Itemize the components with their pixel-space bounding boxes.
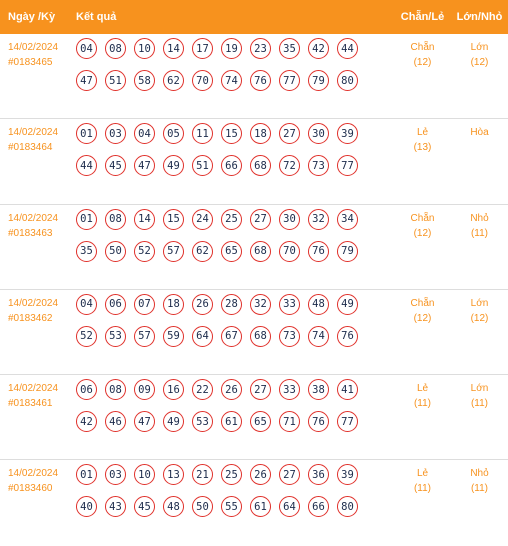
- number-ball: 10: [134, 464, 155, 485]
- number-ball: 80: [337, 70, 358, 91]
- chanle-cell: [394, 34, 451, 118]
- result-cell: [72, 34, 394, 118]
- draw-period[interactable]: #0183462: [8, 312, 53, 324]
- number-ball: 15: [163, 209, 184, 230]
- number-ball: 22: [192, 379, 213, 400]
- number-ball: 10: [134, 38, 155, 59]
- number-ball: 61: [250, 496, 271, 517]
- number-ball: 47: [76, 70, 97, 91]
- number-ball: 26: [221, 379, 242, 400]
- number-ball: 15: [221, 123, 242, 144]
- lonnho-result: Lớn: [470, 383, 489, 395]
- draw-period[interactable]: #0183460: [8, 483, 53, 495]
- lonnho-cell: [451, 119, 508, 203]
- ball-list: [76, 38, 376, 102]
- number-ball: 16: [163, 379, 184, 400]
- number-ball: 70: [279, 241, 300, 262]
- number-ball: 57: [163, 241, 184, 262]
- number-ball: 79: [337, 241, 358, 262]
- table-row: [0, 34, 508, 119]
- lonnho-cell: [451, 290, 508, 374]
- ball-list: [76, 294, 376, 358]
- number-ball: 34: [337, 209, 358, 230]
- ball-list: [76, 379, 376, 443]
- number-ball: 07: [134, 294, 155, 315]
- number-ball: 04: [76, 38, 97, 59]
- chanle-count: (12): [413, 312, 432, 324]
- chanle-result: Chẵn: [410, 42, 435, 53]
- ball-list: [76, 209, 376, 273]
- chanle-result: Lẻ: [416, 468, 429, 480]
- number-ball: 01: [76, 464, 97, 485]
- number-ball: 53: [105, 326, 126, 347]
- chanle-count: (11): [413, 483, 432, 495]
- number-ball: 49: [337, 294, 358, 315]
- draw-date: 14/02/2024: [8, 127, 59, 139]
- number-ball: 66: [221, 155, 242, 176]
- number-ball: 51: [105, 70, 126, 91]
- number-ball: 72: [279, 155, 300, 176]
- number-ball: 62: [192, 241, 213, 262]
- number-ball: 73: [308, 155, 329, 176]
- number-ball: 71: [279, 411, 300, 432]
- number-ball: 74: [308, 326, 329, 347]
- number-ball: 49: [163, 411, 184, 432]
- number-ball: 41: [337, 379, 358, 400]
- number-ball: 43: [105, 496, 126, 517]
- draw-date: 14/02/2024: [8, 212, 59, 224]
- chanle-result: Lẻ: [416, 127, 429, 139]
- number-ball: 18: [163, 294, 184, 315]
- number-ball: 08: [105, 38, 126, 59]
- number-ball: 52: [134, 241, 155, 262]
- chanle-count: (12): [413, 227, 432, 239]
- lonnho-cell: [451, 375, 508, 459]
- draw-date-cell: [0, 460, 72, 545]
- chanle-result: Lẻ: [416, 383, 429, 395]
- number-ball: 42: [308, 38, 329, 59]
- number-ball: 74: [221, 70, 242, 91]
- chanle-cell: [394, 375, 451, 459]
- number-ball: 66: [308, 496, 329, 517]
- number-ball: 06: [105, 294, 126, 315]
- number-ball: 68: [250, 326, 271, 347]
- chanle-count: (12): [413, 57, 432, 68]
- table-row: [0, 290, 508, 375]
- number-ball: 03: [105, 123, 126, 144]
- number-ball: 47: [134, 411, 155, 432]
- result-cell: [72, 460, 394, 545]
- number-ball: 68: [250, 241, 271, 262]
- number-ball: 44: [76, 155, 97, 176]
- number-ball: 26: [192, 294, 213, 315]
- header-result: Kết quả: [76, 11, 117, 23]
- number-ball: 27: [250, 379, 271, 400]
- ball-list: [76, 123, 376, 187]
- header-lonnho: Lớn/Nhỏ: [456, 11, 503, 23]
- number-ball: 18: [250, 123, 271, 144]
- number-ball: 70: [192, 70, 213, 91]
- number-ball: 09: [134, 379, 155, 400]
- number-ball: 19: [221, 38, 242, 59]
- draw-period[interactable]: #0183463: [8, 227, 53, 239]
- draw-date-cell: [0, 34, 72, 118]
- chanle-count: (11): [413, 398, 432, 410]
- number-ball: 77: [337, 155, 358, 176]
- number-ball: 21: [192, 464, 213, 485]
- number-ball: 65: [250, 411, 271, 432]
- lonnho-cell: [451, 34, 508, 118]
- number-ball: 44: [337, 38, 358, 59]
- result-cell: [72, 205, 394, 289]
- draw-period[interactable]: #0183465: [8, 57, 53, 68]
- lonnho-result: Lớn: [470, 42, 489, 53]
- number-ball: 45: [105, 155, 126, 176]
- number-ball: 73: [279, 326, 300, 347]
- number-ball: 53: [192, 411, 213, 432]
- number-ball: 42: [76, 411, 97, 432]
- number-ball: 80: [337, 496, 358, 517]
- number-ball: 51: [192, 155, 213, 176]
- header-chanle: Chẵn/Lẻ: [400, 11, 445, 23]
- number-ball: 27: [250, 209, 271, 230]
- table-body: [0, 34, 508, 546]
- number-ball: 76: [308, 241, 329, 262]
- number-ball: 79: [308, 70, 329, 91]
- draw-date-cell: [0, 290, 72, 374]
- lonnho-count: (12): [470, 312, 489, 324]
- number-ball: 23: [250, 38, 271, 59]
- number-ball: 40: [76, 496, 97, 517]
- number-ball: 45: [134, 496, 155, 517]
- table-row: [0, 119, 508, 204]
- chanle-result: Chẵn: [410, 297, 435, 309]
- number-ball: 06: [76, 379, 97, 400]
- number-ball: 58: [134, 70, 155, 91]
- number-ball: 25: [221, 209, 242, 230]
- number-ball: 25: [221, 464, 242, 485]
- number-ball: 30: [308, 123, 329, 144]
- lonnho-result: Lớn: [470, 297, 489, 309]
- number-ball: 36: [308, 464, 329, 485]
- number-ball: 48: [163, 496, 184, 517]
- number-ball: 57: [134, 326, 155, 347]
- number-ball: 48: [308, 294, 329, 315]
- number-ball: 52: [76, 326, 97, 347]
- number-ball: 50: [105, 241, 126, 262]
- number-ball: 77: [279, 70, 300, 91]
- number-ball: 03: [105, 464, 126, 485]
- number-ball: 55: [221, 496, 242, 517]
- draw-date-cell: [0, 119, 72, 203]
- number-ball: 32: [250, 294, 271, 315]
- chanle-cell: [394, 460, 451, 545]
- number-ball: 17: [192, 38, 213, 59]
- draw-date-cell: [0, 375, 72, 459]
- number-ball: 65: [221, 241, 242, 262]
- lonnho-result: Nhỏ: [470, 212, 489, 224]
- result-cell: [72, 290, 394, 374]
- draw-date: 14/02/2024: [8, 383, 59, 395]
- number-ball: 47: [134, 155, 155, 176]
- chanle-result: Chẵn: [410, 212, 435, 224]
- result-cell: [72, 119, 394, 203]
- number-ball: 76: [337, 326, 358, 347]
- number-ball: 33: [279, 379, 300, 400]
- chanle-cell: [394, 119, 451, 203]
- number-ball: 77: [337, 411, 358, 432]
- number-ball: 27: [279, 123, 300, 144]
- number-ball: 39: [337, 123, 358, 144]
- number-ball: 46: [105, 411, 126, 432]
- number-ball: 04: [76, 294, 97, 315]
- number-ball: 30: [279, 209, 300, 230]
- table-row: [0, 375, 508, 460]
- number-ball: 01: [76, 123, 97, 144]
- number-ball: 14: [134, 209, 155, 230]
- table-row: [0, 460, 508, 545]
- table-header: [0, 0, 508, 34]
- draw-date: 14/02/2024: [8, 42, 59, 53]
- number-ball: 49: [163, 155, 184, 176]
- chanle-cell: [394, 205, 451, 289]
- table-row: [0, 205, 508, 290]
- number-ball: 35: [76, 241, 97, 262]
- number-ball: 32: [308, 209, 329, 230]
- number-ball: 33: [279, 294, 300, 315]
- number-ball: 39: [337, 464, 358, 485]
- number-ball: 14: [163, 38, 184, 59]
- draw-date-cell: [0, 205, 72, 289]
- number-ball: 68: [250, 155, 271, 176]
- number-ball: 04: [134, 123, 155, 144]
- number-ball: 01: [76, 209, 97, 230]
- number-ball: 08: [105, 379, 126, 400]
- number-ball: 13: [163, 464, 184, 485]
- result-cell: [72, 375, 394, 459]
- number-ball: 08: [105, 209, 126, 230]
- ball-list: [76, 464, 376, 528]
- draw-period[interactable]: #0183461: [8, 398, 53, 410]
- number-ball: 24: [192, 209, 213, 230]
- number-ball: 61: [221, 411, 242, 432]
- number-ball: 64: [279, 496, 300, 517]
- lonnho-result: Hòa: [470, 127, 489, 139]
- number-ball: 76: [250, 70, 271, 91]
- lonnho-count: (11): [470, 227, 489, 239]
- lonnho-result: Nhỏ: [470, 468, 489, 480]
- draw-period[interactable]: #0183464: [8, 142, 53, 154]
- lonnho-count: (11): [470, 483, 489, 495]
- number-ball: 11: [192, 123, 213, 144]
- number-ball: 05: [163, 123, 184, 144]
- header-date: Ngày /Kỳ: [8, 11, 56, 23]
- number-ball: 50: [192, 496, 213, 517]
- number-ball: 35: [279, 38, 300, 59]
- lonnho-cell: [451, 460, 508, 545]
- number-ball: 38: [308, 379, 329, 400]
- number-ball: 64: [192, 326, 213, 347]
- number-ball: 28: [221, 294, 242, 315]
- number-ball: 26: [250, 464, 271, 485]
- number-ball: 27: [279, 464, 300, 485]
- chanle-count: (13): [413, 142, 432, 154]
- lonnho-cell: [451, 205, 508, 289]
- lonnho-count: (12): [470, 57, 489, 68]
- draw-date: 14/02/2024: [8, 468, 59, 480]
- number-ball: 59: [163, 326, 184, 347]
- number-ball: 76: [308, 411, 329, 432]
- number-ball: 67: [221, 326, 242, 347]
- lonnho-count: (11): [470, 398, 489, 410]
- draw-date: 14/02/2024: [8, 297, 59, 309]
- number-ball: 62: [163, 70, 184, 91]
- chanle-cell: [394, 290, 451, 374]
